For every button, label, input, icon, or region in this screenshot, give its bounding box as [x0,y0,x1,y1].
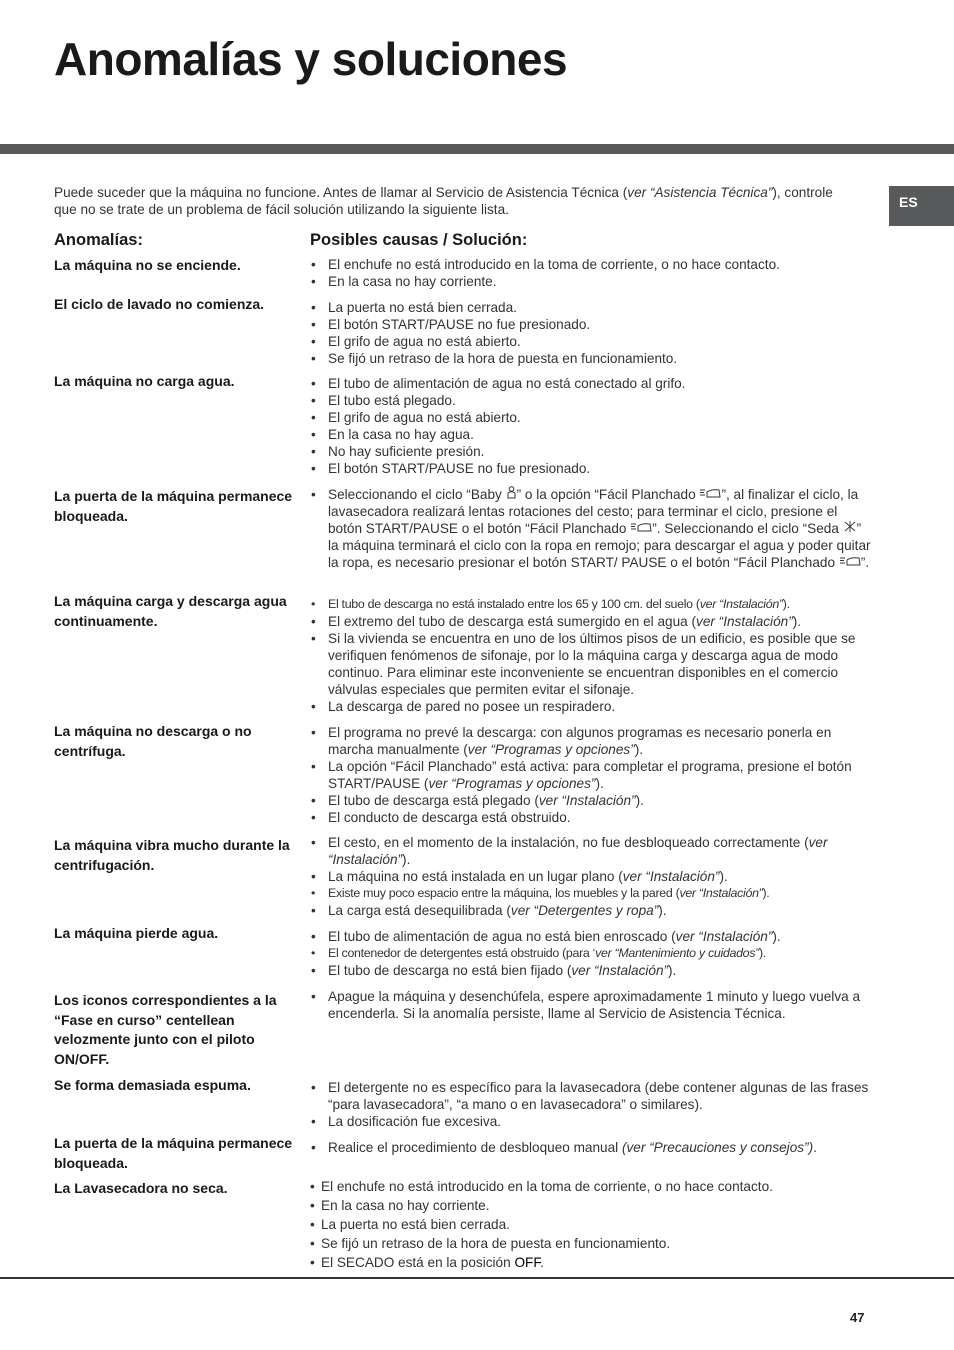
solution-item: • La dosificación fue excesiva. [310,1113,872,1130]
solution-list [310,928,872,979]
solution-list [310,299,872,367]
solution-list [310,724,872,826]
anomaly-title: El ciclo de lavado no comienza. [54,296,265,312]
solution-text: ). [402,852,411,867]
solution-item [310,758,872,792]
solution-reference: ver “Instalación” [696,614,793,629]
solution-reference: ver “Instalación” [675,929,773,944]
solution-item [310,885,872,902]
solution-list [310,988,872,1022]
solution-text: Existe muy poco espacio entre la máquina, los muebles y la pared ( [328,886,680,900]
solution-item: • El detergente no es específico para la lavasecadora (debe contener algunas de las frases “para lavasecadora”, “a mano o en lavasecadora” o similares). [310,1079,872,1113]
solution-item [310,868,872,885]
anomaly-title: La máquina carga y descarga agua continuamente. [54,593,287,629]
solution-text: La opción “Fácil Planchado” está activa: para completar el programa, presione el botón START/PAUSE ( [328,759,852,791]
easy-iron-icon [630,521,652,536]
solution-text: El cesto, en el momento de la instalación, no fue desbloqueado correctamente ( [328,835,809,850]
solution-text: ). [758,946,766,960]
solution-reference: ver “Programas y opciones” [428,776,596,791]
solution-item: • El grifo de agua no está abierto. [310,333,872,350]
silk-cycle-icon [843,521,857,536]
anomaly-title: La máquina vibra mucho durante la centrifugación. [54,837,290,873]
solution-list [310,1177,872,1272]
solution-item: • El botón START/PAUSE no fue presionado. [310,460,872,477]
solution-text: La carga está desequilibrada ( [328,903,511,918]
solutions-header: Posibles causas / Solución: [310,231,528,249]
solution-item [310,962,872,979]
solution-list [310,834,872,919]
solution-text: El tubo de descarga no está bien fijado ( [328,963,572,978]
solution-text: El programa no prevé la descarga: con algunos programas es necesario ponerla en marcha manualmente ( [328,725,832,757]
solution-list [310,596,872,715]
solution-text: ). [792,614,802,629]
solution-item: • No hay suficiente presión. [310,443,872,460]
anomaly-title: La máquina no se enciende. [54,257,241,273]
solution-text: . [540,1255,544,1270]
solution-reference: ver “Detergentes y ropa” [510,903,659,918]
solution-item: • El tubo de alimentación de agua no está conectado al grifo. [310,375,872,392]
anomaly-title: Se forma demasiada espuma. [54,1077,251,1093]
solution-text: ). [719,869,728,884]
solution-item: • La descarga de pared no posee un respiradero. [310,698,872,715]
intro-reference: ver “Asistencia Técnica” [627,185,773,200]
solution-text: Realice el procedimiento de desbloqueo manual [328,1140,622,1155]
solution-text: ”. Seleccionando el ciclo “Seda [652,521,843,536]
anomaly-title: La puerta de la máquina permanece bloqueada. [54,1135,293,1171]
solution-item: • Apague la máquina y desenchúfela, espere aproximadamente 1 minuto y luego vuelva a encenderla. Si la anomalía persiste, llame al Servicio de Asistencia Técnica. [310,988,872,1022]
solution-text: ). [634,742,644,757]
solution-text: La máquina no está instalada en un lugar plano ( [328,869,623,884]
solution-text: ). [762,886,770,900]
solution-text: ”. [860,555,870,570]
solution-item [310,724,872,758]
solution-item: • En la casa no hay agua. [310,426,872,443]
solution-text: ). [635,793,644,808]
solution-item: • El enchufe no está introducido en la toma de corriente, o no hace contacto. [310,256,872,273]
anomalies-header: Anomalías: [54,231,143,249]
solution-list [310,375,872,477]
solution-text: El tubo de descarga está plegado ( [328,793,539,808]
solution-reference: ver “Instalación” [699,597,783,611]
solution-item: • El botón START/PAUSE no fue presionado. [310,316,872,333]
solution-reference: ver “Instalación” [571,963,669,978]
anomaly-title: La Lavasecadora no seca. [54,1180,228,1196]
easy-iron-icon [839,555,861,570]
solution-item [310,1253,872,1272]
solution-text: El contenedor de detergentes está obstruido (para ‘ [328,946,596,960]
solution-reference: ver “Instalación” [622,869,720,884]
solution-text: ). [668,963,677,978]
solution-item: • La puerta no está bien cerrada. [310,299,872,316]
anomaly-title: Los iconos correspondientes a la “Fase en curso” centellean velozmente junto con el piloto ON/OFF. [54,992,277,1067]
solution-text: ). [658,903,667,918]
solution-item [310,945,872,962]
solution-item: • Si la vivienda se encuentra en uno de los últimos pisos de un edificio, es posible que se verifiquen fenómenos de sifonaje, por lo la máquina carga y descarga agua de modo continuo. Para eliminar este inconveniente se encuentran disponibles en el comercio válvulas especiales que permiten evitar el sifonaje. [310,630,872,698]
solution-item [310,486,872,571]
baby-cycle-icon [506,487,517,502]
solution-item [310,792,872,809]
solution-text: ). [595,776,604,791]
solution-item [310,596,872,613]
solution-item: • Se fijó un retraso de la hora de puesta en funcionamiento. [310,1234,872,1253]
solution-item [310,928,872,945]
solution-text: ). [772,929,781,944]
intro-text-end: ), controle que no se trate de un problema de fácil solución utilizando la siguiente lista. [54,185,833,217]
solution-reference: ver “Mantenimiento y cuidados” [595,946,759,960]
solution-list [310,1079,872,1130]
solution-item: • La puerta no está bien cerrada. [310,1215,872,1234]
solution-item: • Se fijó un retraso de la hora de puesta en funcionamiento. [310,350,872,367]
solution-text: El tubo de alimentación de agua no está bien enroscado ( [328,929,676,944]
solution-text: ”, al finalizar el ciclo, la lavasecadora realizará lentas rotaciones del cesto; para terminar el ciclo, presione el botón START/PAUSE o el botón “Fácil Planchado [328,487,859,536]
solution-item [310,902,872,919]
page-title: Anomalías y soluciones [54,33,568,85]
solution-item [310,613,872,630]
anomaly-title: La puerta de la máquina permanece bloqueada. [54,488,293,524]
solution-text: El extremo del tubo de descarga está sumergido en el agua ( [328,614,697,629]
solution-list [310,256,872,290]
solution-text: . [813,1140,817,1155]
anomaly-title: La máquina pierde agua. [54,925,219,941]
anomaly-title: La máquina no carga agua. [54,373,235,389]
solution-item: • El grifo de agua no está abierto. [310,409,872,426]
solution-item: • El tubo está plegado. [310,392,872,409]
solution-text: El SECADO está en la posición [321,1255,515,1270]
header-divider [0,144,954,154]
solution-item: • En la casa no hay corriente. [310,1196,872,1215]
solution-item: • El enchufe no está introducido en la toma de corriente, o no hace contacto. [310,1177,872,1196]
solution-item: • En la casa no hay corriente. [310,273,872,290]
off-label: OFF [514,1255,541,1270]
language-tab: ES [889,186,954,226]
solution-list [310,1139,872,1156]
solution-text: ” o la opción “Fácil Planchado [516,487,700,502]
solution-text: ” la máquina terminará el ciclo con la ropa en remojo; para descargar el agua y poder quitar la ropa, es necesario presionar el botón START/ PAUSE o el botón “Fácil Planchado [328,521,871,570]
easy-iron-icon [699,487,721,502]
solution-text: ). [782,597,790,611]
solution-reference: ver “Instalación” [538,793,636,808]
anomaly-title: La máquina no descarga o no centrífuga. [54,723,252,759]
solution-text: El tubo de descarga no está instalado entre los 65 y 100 cm. del suelo ( [328,597,700,611]
solution-reference: ver “Instalación” [328,835,828,867]
intro-text [54,184,854,218]
solution-item [310,834,872,868]
intro-text-start: Puede suceder que la máquina no funcione. Antes de llamar al Servicio de Asistencia Técnica ( [54,185,628,200]
solution-reference: (ver “Precauciones y consejos”) [621,1140,814,1155]
solution-item [310,1139,872,1156]
footer-divider [0,1277,954,1279]
solution-reference: ver “Instalación” [679,886,763,900]
solution-text: Seleccionando el ciclo “Baby [328,487,506,502]
solution-item: • El conducto de descarga está obstruido. [310,809,872,826]
solution-reference: ver “Programas y opciones” [467,742,635,757]
page-number: 47 [850,1310,865,1325]
solution-list [310,486,872,571]
